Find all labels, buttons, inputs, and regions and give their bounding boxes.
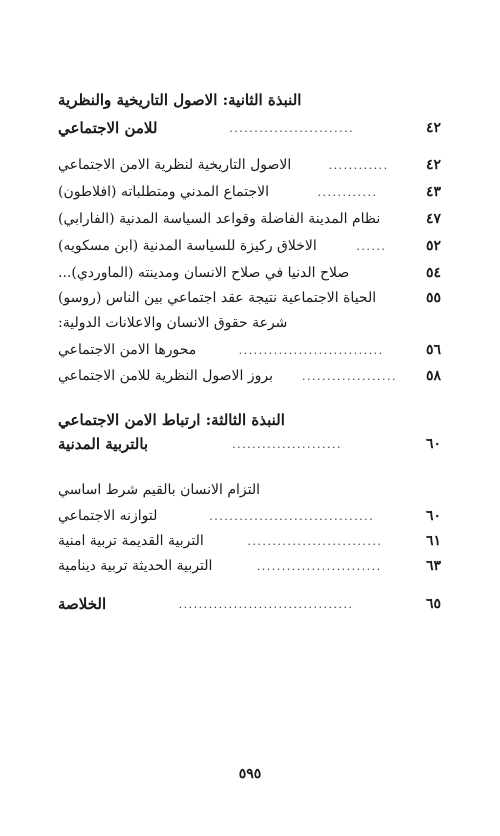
page-number: ٥٦ — [426, 342, 442, 358]
toc-entry — [58, 364, 450, 388]
page-number: ٦٠ — [426, 508, 442, 524]
page-number: ٥٥ — [426, 290, 442, 306]
page-number: ٦٣ — [426, 558, 442, 574]
toc-entry — [58, 207, 450, 231]
toc-conclusion — [58, 592, 450, 616]
leader-dots: ................... — [302, 369, 397, 383]
section-3-title-line — [58, 408, 450, 432]
entry-text: الاصول التاريخية لنظرية الامن الاجتماعي — [58, 157, 292, 173]
leader-dots: ...... — [356, 239, 387, 253]
page-number: ٦٠ — [426, 436, 442, 452]
toc-entry — [58, 554, 450, 578]
page-number: ٦١ — [426, 533, 442, 549]
page-number: ٥٨ — [426, 368, 442, 384]
section-2-title-line — [58, 88, 450, 112]
conclusion-text: الخلاصة — [58, 595, 107, 613]
page-number: ٤٢ — [426, 157, 442, 173]
entry-text: شرعة حقوق الانسان والاعلانات الدولية: — [58, 315, 288, 331]
toc-entry — [58, 261, 450, 285]
section-3-subtitle: بالتربية المدنية — [58, 435, 149, 453]
section-3-title: النبذة الثالثة: ارتباط الامن الاجتماعي — [58, 411, 285, 429]
toc-entry — [58, 153, 450, 177]
toc-entry — [58, 234, 450, 258]
leader-dots: ............ — [317, 185, 378, 199]
entry-text: بروز الاصول النظرية للامن الاجتماعي — [58, 368, 274, 384]
page-number: ٤٢ — [426, 120, 442, 136]
leader-dots: ...................... — [232, 437, 343, 451]
entry-text: الحياة الاجتماعية نتيجة عقد اجتماعي بين الناس (روسو) — [58, 290, 377, 306]
leader-dots: ......................... — [229, 121, 355, 135]
toc-entry — [58, 286, 450, 310]
page-number: ٤٧ — [426, 211, 442, 227]
footer-page-number: ٥٩٥ — [238, 766, 262, 782]
section-2-title: النبذة الثانية: الاصول التاريخية والنظرية — [58, 91, 302, 109]
entry-text: نظام المدينة الفاضلة وقواعد السياسة المدنية (الفارابي) — [58, 211, 381, 227]
leader-dots: ............ — [328, 158, 389, 172]
leader-dots: ................................. — [209, 509, 375, 523]
entry-text: محورها الامن الاجتماعي — [58, 342, 197, 358]
entry-text: التزام الانسان بالقيم شرط اساسي — [58, 482, 261, 498]
page-number: ٥٢ — [426, 238, 442, 254]
toc-entry — [58, 529, 450, 553]
page-number: ٦٥ — [426, 596, 442, 612]
leader-dots: ........................... — [247, 534, 383, 548]
section-3-title-line-2 — [58, 432, 450, 456]
leader-dots: ................................... — [178, 597, 354, 611]
page-number: ٤٣ — [426, 184, 442, 200]
toc-entry — [58, 311, 450, 335]
toc-entry — [58, 478, 450, 502]
entry-text: لتوازنه الاجتماعي — [58, 508, 158, 524]
toc-entry — [58, 338, 450, 362]
entry-text: الاخلاق ركيزة للسياسة المدنية (ابن مسكويه) — [58, 238, 317, 254]
leader-dots: ............................. — [238, 343, 384, 357]
toc-entry — [58, 504, 450, 528]
toc-entry — [58, 180, 450, 204]
entry-text: التربية الحديثة تربية دينامية — [58, 558, 213, 574]
entry-text: صلاح الدنيا في صلاح الانسان ومدينته (الماوردي)... — [58, 265, 350, 281]
leader-dots: ......................... — [256, 559, 382, 573]
entry-text: التربية القديمة تربية امنية — [58, 533, 204, 549]
section-2-subtitle: للامن الاجتماعي — [58, 119, 158, 137]
page-number: ٥٤ — [426, 265, 442, 281]
entry-text: الاجتماع المدني ومتطلباته (افلاطون) — [58, 184, 269, 200]
section-2-title-line-2 — [58, 116, 450, 140]
